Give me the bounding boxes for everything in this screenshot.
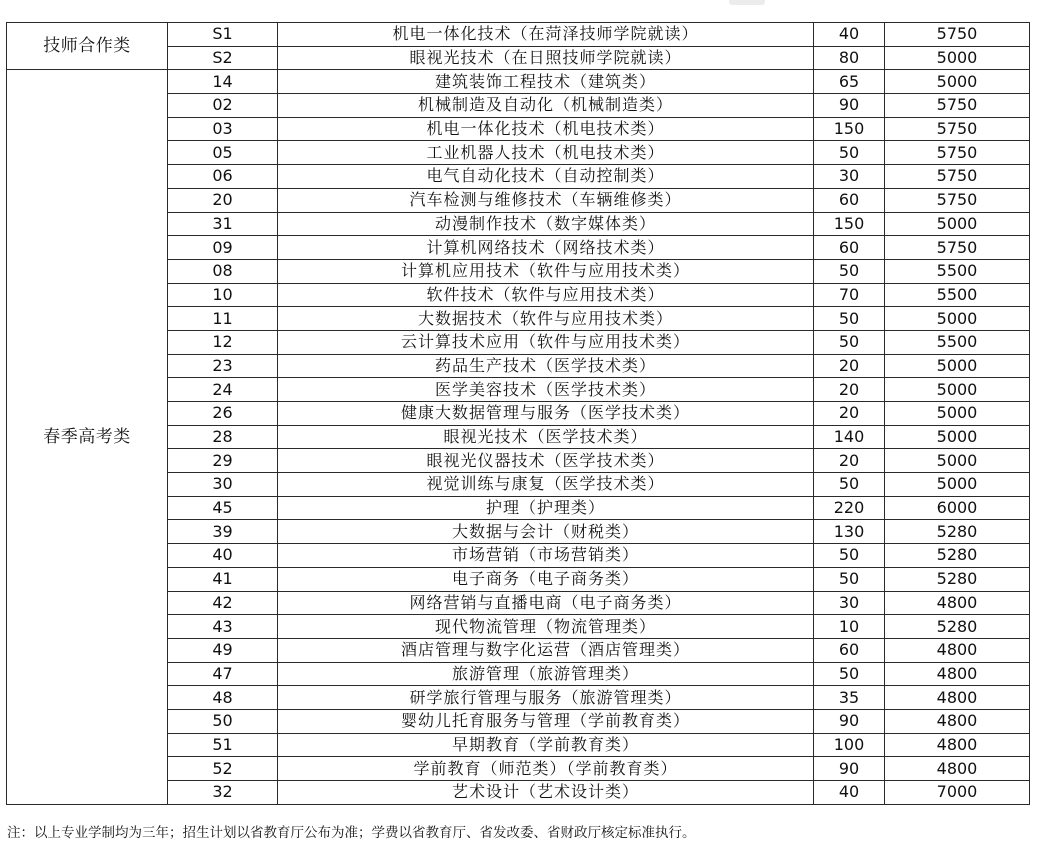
tuition-fee-cell: 4800 [885, 757, 1030, 781]
major-cell: 网络营销与直播电商（电子商务类） [278, 591, 814, 615]
plan-count-cell: 70 [814, 283, 885, 307]
tuition-fee-cell: 4800 [885, 638, 1030, 662]
major-cell: 婴幼儿托育服务与管理（学前教育类） [278, 709, 814, 733]
tuition-fee-cell: 5750 [885, 117, 1030, 141]
plan-count-cell: 20 [814, 378, 885, 402]
major-cell: 研学旅行管理与服务（旅游管理类） [278, 686, 814, 710]
plan-count-cell: 130 [814, 520, 885, 544]
major-cell: 酒店管理与数字化运营（酒店管理类） [278, 638, 814, 662]
major-cell: 电子商务（电子商务类） [278, 567, 814, 591]
major-cell: 学前教育（师范类）（学前教育类） [278, 757, 814, 781]
major-cell: 艺术设计（艺术设计类） [278, 781, 814, 805]
code-cell: 31 [168, 212, 278, 236]
code-cell: 45 [168, 496, 278, 520]
major-cell: 工业机器人技术（机电技术类） [278, 141, 814, 165]
major-cell: 护理（护理类） [278, 496, 814, 520]
major-cell: 早期教育（学前教育类） [278, 733, 814, 757]
plan-count-cell: 220 [814, 496, 885, 520]
major-cell: 汽车检测与维修技术（车辆维修类） [278, 188, 814, 212]
code-cell: 26 [168, 402, 278, 426]
tuition-fee-cell: 5000 [885, 402, 1030, 426]
major-cell: 计算机网络技术（网络技术类） [278, 236, 814, 260]
code-cell: 09 [168, 236, 278, 260]
major-cell: 旅游管理（旅游管理类） [278, 662, 814, 686]
tuition-fee-cell: 5000 [885, 473, 1030, 497]
code-cell: 40 [168, 544, 278, 568]
code-cell: S2 [168, 46, 278, 70]
tuition-fee-cell: 5500 [885, 283, 1030, 307]
plan-count-cell: 20 [814, 402, 885, 426]
plan-count-cell: 50 [814, 544, 885, 568]
plan-count-cell: 50 [814, 473, 885, 497]
code-cell: 43 [168, 615, 278, 639]
code-cell: 32 [168, 781, 278, 805]
plan-count-cell: 90 [814, 94, 885, 118]
code-cell: 42 [168, 591, 278, 615]
tuition-fee-cell: 6000 [885, 496, 1030, 520]
top-edge-mark [729, 0, 765, 5]
major-cell: 健康大数据管理与服务（医学技术类） [278, 402, 814, 426]
plan-count-cell: 65 [814, 70, 885, 94]
plan-count-cell: 20 [814, 449, 885, 473]
tuition-fee-cell: 5750 [885, 23, 1030, 47]
plan-count-cell: 40 [814, 23, 885, 47]
tuition-fee-cell: 5000 [885, 46, 1030, 70]
tuition-fee-cell: 5000 [885, 425, 1030, 449]
plan-count-cell: 30 [814, 165, 885, 189]
tuition-fee-cell: 4800 [885, 733, 1030, 757]
plan-count-cell: 20 [814, 354, 885, 378]
tuition-fee-cell: 5000 [885, 70, 1030, 94]
tuition-fee-cell: 5000 [885, 449, 1030, 473]
table-row [7, 70, 1030, 94]
table-row [7, 23, 1030, 47]
code-cell: 14 [168, 70, 278, 94]
tuition-fee-cell: 5750 [885, 188, 1030, 212]
plan-count-cell: 90 [814, 709, 885, 733]
tuition-fee-cell: 4800 [885, 686, 1030, 710]
plan-count-cell: 150 [814, 117, 885, 141]
tuition-fee-cell: 5280 [885, 520, 1030, 544]
plan-count-cell: 50 [814, 567, 885, 591]
code-cell: 51 [168, 733, 278, 757]
category-cell: 春季高考类 [7, 70, 168, 804]
plan-count-cell: 150 [814, 212, 885, 236]
code-cell: 41 [168, 567, 278, 591]
plan-count-cell: 140 [814, 425, 885, 449]
plan-count-cell: 50 [814, 307, 885, 331]
major-cell: 机械制造及自动化（机械制造类） [278, 94, 814, 118]
tuition-fee-cell: 5750 [885, 94, 1030, 118]
code-cell: 23 [168, 354, 278, 378]
plan-count-cell: 50 [814, 141, 885, 165]
code-cell: 52 [168, 757, 278, 781]
major-cell: 建筑装饰工程技术（建筑类） [278, 70, 814, 94]
plan-count-cell: 50 [814, 330, 885, 354]
code-cell: 28 [168, 425, 278, 449]
table-body [7, 23, 1030, 805]
enrollment-plan-table [6, 22, 1030, 805]
code-cell: 06 [168, 165, 278, 189]
code-cell: 11 [168, 307, 278, 331]
plan-count-cell: 60 [814, 638, 885, 662]
major-cell: 医学美容技术（医学技术类） [278, 378, 814, 402]
code-cell: 20 [168, 188, 278, 212]
code-cell: 30 [168, 473, 278, 497]
footnote: 注：以上专业学制均为三年；招生计划以省教育厅公布为准；学费以省教育厅、省发改委、省财政厅核定标准执行。 [7, 825, 696, 841]
tuition-fee-cell: 5280 [885, 544, 1030, 568]
major-cell: 机电一体化技术（机电技术类） [278, 117, 814, 141]
tuition-fee-cell: 5750 [885, 141, 1030, 165]
category-cell: 技师合作类 [7, 23, 168, 70]
code-cell: 50 [168, 709, 278, 733]
code-cell: 08 [168, 259, 278, 283]
major-cell: 眼视光技术（在日照技师学院就读） [278, 46, 814, 70]
code-cell: 47 [168, 662, 278, 686]
code-cell: 39 [168, 520, 278, 544]
plan-count-cell: 10 [814, 615, 885, 639]
tuition-fee-cell: 4800 [885, 662, 1030, 686]
major-cell: 视觉训练与康复（医学技术类） [278, 473, 814, 497]
code-cell: 49 [168, 638, 278, 662]
major-cell: 电气自动化技术（自动控制类） [278, 165, 814, 189]
code-cell: 03 [168, 117, 278, 141]
tuition-fee-cell: 5500 [885, 259, 1030, 283]
code-cell: 05 [168, 141, 278, 165]
major-cell: 大数据技术（软件与应用技术类） [278, 307, 814, 331]
tuition-fee-cell: 4800 [885, 709, 1030, 733]
major-cell: 大数据与会计（财税类） [278, 520, 814, 544]
major-cell: 动漫制作技术（数字媒体类） [278, 212, 814, 236]
major-cell: 现代物流管理（物流管理类） [278, 615, 814, 639]
plan-count-cell: 90 [814, 757, 885, 781]
plan-count-cell: 50 [814, 259, 885, 283]
major-cell: 眼视光技术（医学技术类） [278, 425, 814, 449]
major-cell: 云计算技术应用（软件与应用技术类） [278, 330, 814, 354]
code-cell: 48 [168, 686, 278, 710]
code-cell: 24 [168, 378, 278, 402]
plan-count-cell: 30 [814, 591, 885, 615]
tuition-fee-cell: 5000 [885, 307, 1030, 331]
code-cell: S1 [168, 23, 278, 47]
tuition-fee-cell: 5000 [885, 212, 1030, 236]
plan-count-cell: 35 [814, 686, 885, 710]
plan-count-cell: 40 [814, 781, 885, 805]
code-cell: 10 [168, 283, 278, 307]
major-cell: 眼视光仪器技术（医学技术类） [278, 449, 814, 473]
major-cell: 市场营销（市场营销类） [278, 544, 814, 568]
plan-count-cell: 60 [814, 236, 885, 260]
tuition-fee-cell: 5280 [885, 567, 1030, 591]
tuition-fee-cell: 5750 [885, 165, 1030, 189]
plan-count-cell: 50 [814, 662, 885, 686]
tuition-fee-cell: 5750 [885, 236, 1030, 260]
tuition-fee-cell: 4800 [885, 591, 1030, 615]
tuition-fee-cell: 5280 [885, 615, 1030, 639]
plan-count-cell: 100 [814, 733, 885, 757]
major-cell: 药品生产技术（医学技术类） [278, 354, 814, 378]
tuition-fee-cell: 5000 [885, 378, 1030, 402]
tuition-fee-cell: 5000 [885, 354, 1030, 378]
code-cell: 29 [168, 449, 278, 473]
major-cell: 计算机应用技术（软件与应用技术类） [278, 259, 814, 283]
plan-count-cell: 80 [814, 46, 885, 70]
tuition-fee-cell: 7000 [885, 781, 1030, 805]
tuition-fee-cell: 5500 [885, 330, 1030, 354]
major-cell: 软件技术（软件与应用技术类） [278, 283, 814, 307]
plan-count-cell: 60 [814, 188, 885, 212]
code-cell: 02 [168, 94, 278, 118]
code-cell: 12 [168, 330, 278, 354]
major-cell: 机电一体化技术（在菏泽技师学院就读） [278, 23, 814, 47]
